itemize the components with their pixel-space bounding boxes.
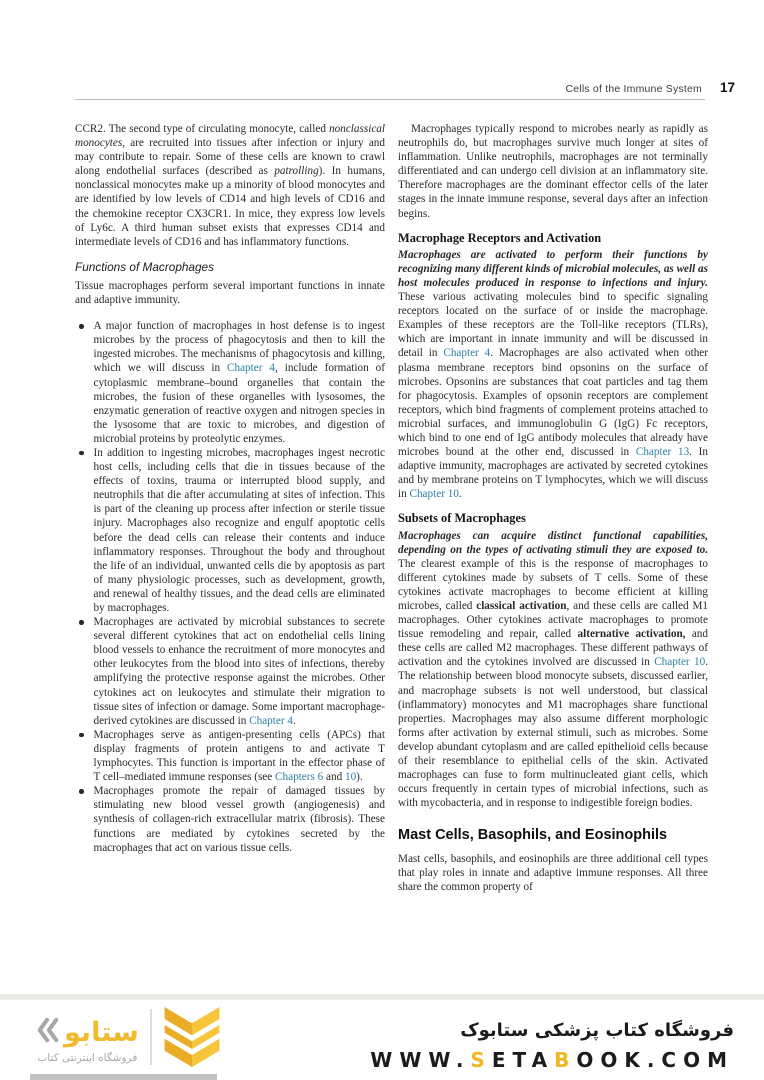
chapter-cross-reference-link[interactable]: Chapter 13 [635, 446, 690, 459]
text-segment: ). In humans, nonclassical monocytes make up a minority of blood monocytes and are identified by low levels of CD14 and high levels of CD16 and the chemokine receptor CX3CR1. In mice, they express low levels of Ly6c. A third human subset exists that expresses CD14 and intermediate levels of CD16 and has inflammatory functions. [75, 165, 385, 248]
section-heading: Macrophage Receptors and Activation [398, 230, 602, 245]
bullet-marker [79, 789, 84, 794]
paragraph [398, 122, 708, 221]
text-segment: . Macrophages are also activated when other plasma membrane receptors bind opsonins on the surface of microbes. Opsonins are substances that coat particles and tag them for phagocytosis. Examples of opsonin receptors are complement receptors, which bind fragments of complement proteins attached to microbial surfaces, and immunoglobulin G (IgG) Fc receptors, which bind to one end of IgG antibody molecules that already have microbes bound at the other end, discussed in [398, 347, 708, 459]
double-chevron-left-icon [36, 1015, 60, 1049]
setabook-chevron-emblem-icon [161, 1007, 223, 1072]
text-segment: These various activating molecules bind to specific signaling receptors located on the surface of or inside the macrophage. Examples of these receptors are the Toll-like receptors (TLRs), which are important in innate immunity and will be discussed in detail in [398, 291, 708, 360]
text-segment: . [292, 714, 296, 727]
text-segment: classical activation [476, 600, 567, 612]
text-segment: . [458, 488, 462, 501]
footer-banner [0, 1000, 764, 1080]
bullet-item [75, 446, 385, 615]
chapter-title: Cells of the Immune System [565, 83, 702, 95]
page-body [75, 122, 708, 894]
chapter-cross-reference-link[interactable]: Chapter 10 [654, 656, 706, 669]
setabook-logo[interactable] [36, 1007, 223, 1072]
column-right [398, 122, 708, 894]
text-segment: Macrophages typically respond to microbes nearly as rapidly as neutrophils do, but macrophages survive much longer at sites of inflammation. Unlike neutrophils, macrophages are not terminally differentiated and can undergo cell division at an inflammatory site. Therefore macrophages are the dominant effector cells of the later stages in the innate immune response, several days after an infection begins. [398, 123, 708, 220]
url-segment: B [554, 1048, 577, 1072]
text-segment: In addition to ingesting microbes, macrophages ingest necrotic host cells, including cells that die in tissues because of the effects of toxins, trauma or interrupted blood supply, and neutrophils that die after accumulating at sites of infection. This is part of the cleaning up process after infection or sterile tissue injury. Macrophages also recognize and engulf apoptotic cells before the dead cells can release their contents and induce inflammatory responses. Throughout the body and throughout the life of an individual, unwanted cells die by apoptosis as part of many physiologic processes, such as development, growth, and renewal of healthy tissues, and the dead cells are eliminated by macrophages. [93, 446, 385, 614]
bullet-item [75, 784, 385, 854]
bullet-item [75, 319, 385, 446]
paragraph [398, 529, 708, 811]
text-segment: . In adaptive immunity, macrophages are activated by secreted cytokines and by membrane proteins on T lymphocytes, which we will discuss in [398, 446, 708, 501]
chapter-cross-reference-link[interactable]: Chapter 10 [409, 488, 459, 501]
text-segment: A major function of macrophages in host defense is to ingest microbes by the process of phagocytosis and then to kill the ingested microbes. The mechanisms of phagocytosis and killing, which we will discuss in [93, 320, 385, 375]
logo-brand-text: ستابو [64, 1016, 139, 1048]
url-segment: ETA [491, 1048, 555, 1072]
chapter-cross-reference-link[interactable]: Chapters 6 [275, 771, 324, 784]
bullet-marker [79, 451, 84, 456]
section-heading: Subsets of Macrophages [398, 511, 526, 526]
page-number: 17 [719, 80, 735, 95]
text-segment: Macrophages serve as antigen-presenting cells (APCs) that display fragments of protein antigens to and activate T lymphocytes. This function is important in the effector phase of T cell–mediated immune responses (see [93, 728, 385, 784]
text-segment: The clearest example of this is the response of macrophages to different cytokines made by subsets of T cells. Some of these cytokines activate macrophages to become efficient at killing microbes, called [398, 557, 708, 612]
logo-wordmark [36, 1015, 139, 1064]
text-segment: Macrophages can acquire distinct functional capabilities, depending on the types of activating stimuli they are exposed to. [398, 529, 708, 556]
section-heading: Functions of Macrophages [75, 259, 215, 274]
website-url[interactable] [370, 1048, 734, 1072]
chapter-cross-reference-link[interactable]: 10 [344, 771, 357, 784]
paragraph [75, 122, 385, 249]
text-segment: CCR2. The second type of circulating monocyte, called [75, 123, 330, 135]
bullet-item [75, 728, 385, 784]
bullet-marker [79, 324, 84, 329]
bullet-text [94, 446, 386, 615]
bullet-item [75, 615, 385, 728]
chapter-cross-reference-link[interactable]: Chapter 4 [443, 347, 491, 360]
paragraph [398, 248, 708, 502]
text-segment: , and these cells are called M1 macrophages. Other cytokines activate macrophages to promote tissue remodeling and repair, called [398, 600, 708, 641]
text-segment: . The relationship between blood monocyte subsets, discussed earlier, and macrophage subsets is not well understood, but classical (inflammatory) monocytes and M1 macrophages share functional properties. Macrophages may also assume different morphologic forms after activation by external stimuli, such as microbes. Some develop abundant cytoplasm and are called epithelioid cells because of their resemblance to epithelial cells of the skin. Activated macrophages can fuse to form multinucleated giant cells, which occurs frequently in certain types of microbial infections, such as with mycobacteria, and in response to indigestible foreign bodies. [398, 656, 708, 810]
chapter-cross-reference-link[interactable]: Chapter 4 [249, 714, 293, 727]
text-segment: Macrophages promote the repair of damaged tissues by stimulating new blood vessel growth (angiogenesis) and synthesis of collagen-rich extracellular matrix (fibrosis). These functions are mediated by cytokines secreted by the macrophages that act on various tissue cells. [93, 785, 385, 854]
footer-store-info [370, 1020, 734, 1072]
chapter-cross-reference-link[interactable]: Chapter 4 [227, 362, 275, 375]
bullet-text [94, 784, 386, 854]
text-segment: and these cells are called M2 macrophages. These different pathways of activation and the cytokines involved are discussed in [398, 628, 708, 669]
text-segment: , are recruited into tissues after infection or injury and may contribute to repair. Some of these cells are known to crawl along endothelial surfaces (described as [75, 137, 385, 178]
text-segment: Tissue macrophages perform several important functions in innate and adaptive immunity. [75, 279, 385, 307]
store-title-farsi: فروشگاه کتاب پزشکی ستابوک [460, 1020, 734, 1041]
bullet-marker [79, 733, 84, 738]
running-head [75, 80, 735, 95]
text-segment: ). [356, 771, 363, 784]
text-segment: Mast cells, basophils, and eosinophils are three additional cell types that play roles in innate and adaptive immune responses. All three share the common property of [398, 852, 708, 893]
text-segment: nonclassical monocytes [75, 123, 385, 150]
text-segment: Macrophages are activated to perform their functions by recognizing many different kinds of microbial molecules, as well as host molecules produced in response to infections and injury. [398, 248, 708, 289]
text-segment: alternative activation, [577, 628, 686, 641]
header-rule [75, 99, 705, 100]
url-segment: OOK.COM [576, 1048, 734, 1072]
section-heading: Mast Cells, Basophils, and Eosinophils [398, 827, 668, 844]
text-segment: patrolling [274, 165, 319, 178]
text-segment: , include formation of cytoplasmic membrane–bound organelles that contain the microbes, the fusion of these organelles with lysosomes, the enzymatic generation of reactive oxygen and nitrogen species in the lysosome that are toxic to microbes, and digestion of microbial proteins by proteolytic enzymes. [93, 362, 385, 445]
logo-underline-bar [30, 1074, 217, 1080]
url-segment: WWW. [370, 1048, 471, 1072]
bullet-text [94, 728, 386, 784]
text-segment: and [323, 771, 345, 784]
logo-subtitle: فروشگاه اینترنتی کتاب [37, 1052, 138, 1064]
url-segment: S [470, 1048, 492, 1072]
bullet-text [94, 615, 386, 728]
paragraph [75, 279, 385, 307]
text-segment: Macrophages are activated by microbial substances to secrete several different cytokines that act on endothelial cells lining blood vessels to enhance the recruitment of more monocytes and other leukocytes from the blood into sites of infections, thereby amplifying the protective response against the microbes. Other cytokines act on leukocytes and stimulate their migration to tissue sites of infection or damage. Some important macrophage-derived cytokines are discussed in [93, 616, 385, 727]
bullet-marker [79, 620, 84, 625]
logo-divider [150, 1009, 152, 1065]
bullet-text [94, 319, 386, 446]
paragraph [398, 852, 708, 894]
column-left [75, 122, 385, 894]
